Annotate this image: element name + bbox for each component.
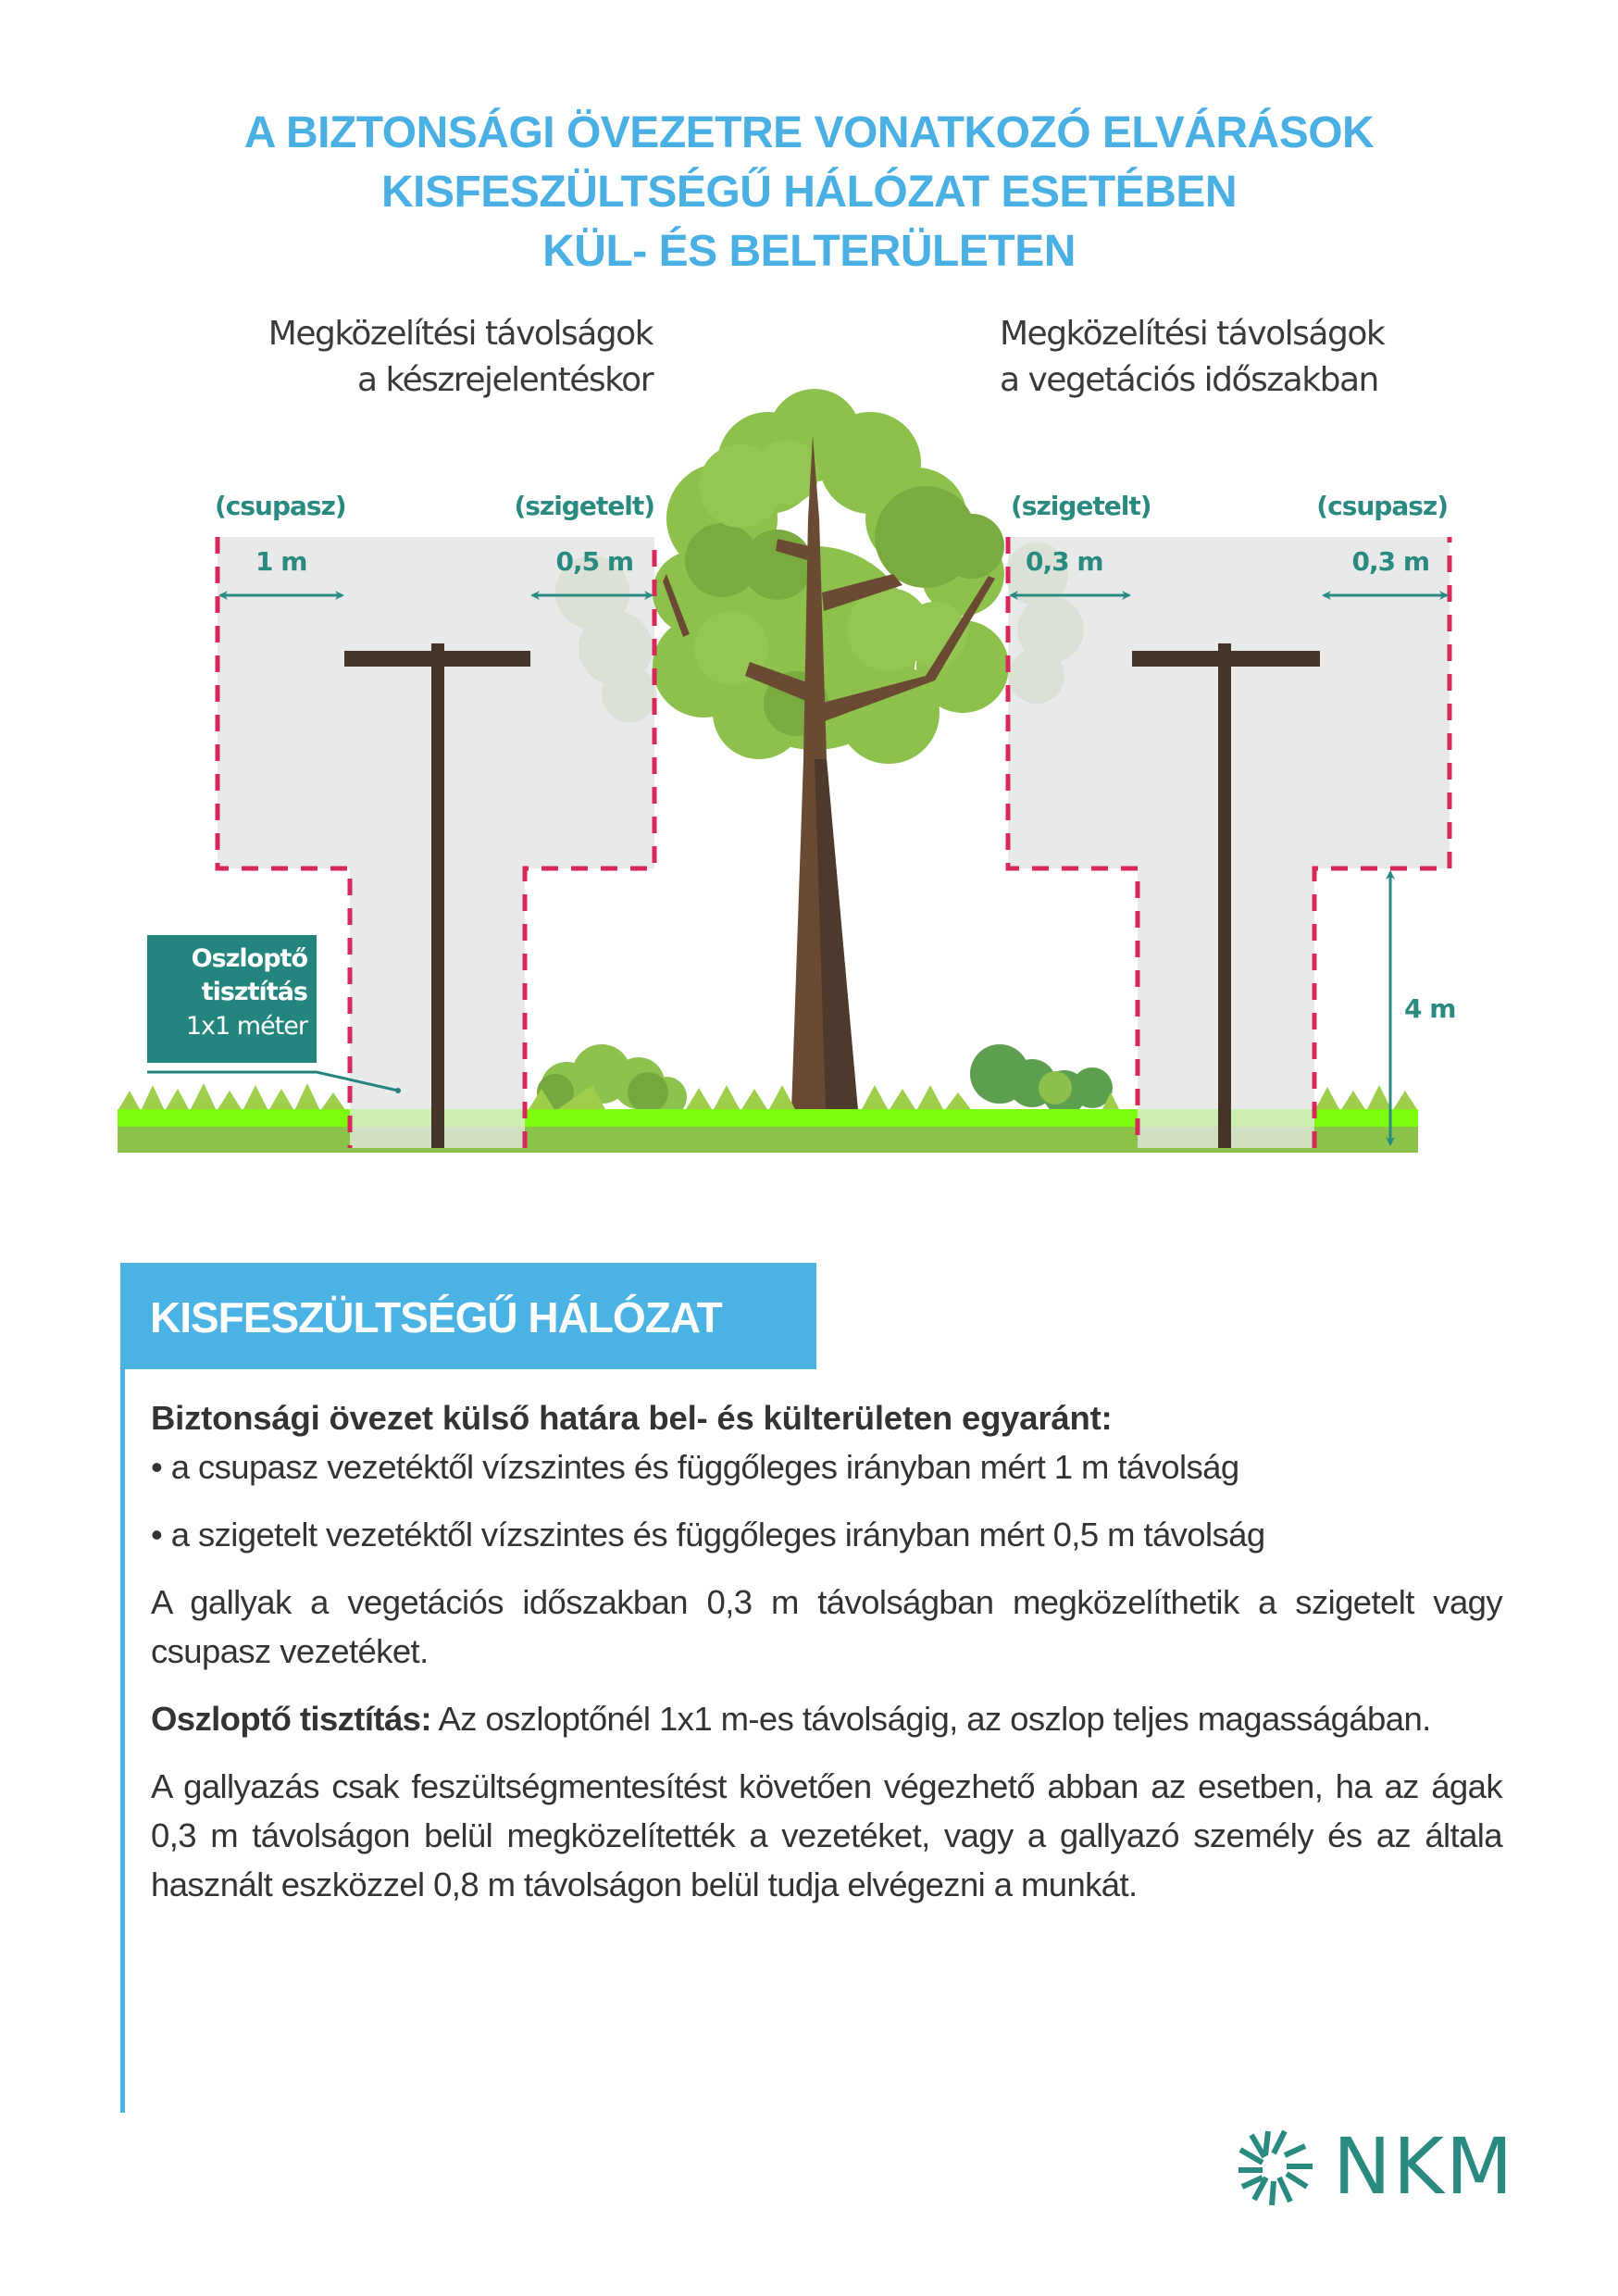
left-caption-line-1: Megközelítési távolságok — [268, 315, 653, 353]
sunburst-icon — [1231, 2120, 1324, 2213]
paragraph-pole-base-label: Oszloptő tisztítás: — [151, 1700, 431, 1738]
left-outer-label: (csupasz) — [215, 491, 346, 521]
callout-line-3: 1x1 méter — [185, 1012, 307, 1041]
callout-line-2: tisztítás — [201, 978, 307, 1006]
callout-leader-dot — [395, 1088, 401, 1093]
paragraph-pole-base — [151, 1694, 1502, 1743]
left-outer-distance: 1 m — [255, 546, 307, 577]
nkm-logo — [1231, 2120, 1515, 2213]
callout-line-1: Oszloptő — [191, 944, 307, 973]
height-label: 4 m — [1404, 993, 1456, 1024]
pole-base-callout — [147, 935, 317, 1063]
right-caption-line-1: Megközelítési távolságok — [1000, 315, 1385, 353]
right-caption-line-2: a vegetációs időszakban — [1000, 361, 1378, 399]
section-heading: KISFESZÜLTSÉGŰ HÁLÓZAT — [150, 1293, 722, 1341]
right-pole-mast — [1218, 643, 1231, 1148]
title-line-1: A BIZTONSÁGI ÖVEZETRE VONATKOZÓ ELVÁRÁSOK — [243, 108, 1375, 157]
left-caption-line-2: a készrejelentéskor — [356, 361, 653, 399]
left-inner-label: (szigetelt) — [514, 491, 654, 521]
left-inner-distance: 0,5 m — [555, 546, 633, 577]
paragraph-pruning: A gallyazás csak feszültségmentesítést követően végezhető abban az esetben, ha az ágak 0,3 m távolságon belül megközelítették a vezetéket, vagy a gallyazó személy és az általa használt eszközzel 0,8 m távolságon belül tudja elvégezni a munkát. — [151, 1767, 1502, 1903]
title-line-3: KÜL- ÉS BELTERÜLETEN — [542, 227, 1076, 276]
lead-text: Biztonsági övezet külső határa bel- és külterületen egyaránt: — [151, 1399, 1113, 1437]
left-pole-mast — [431, 643, 444, 1148]
tree-illustration — [653, 389, 1009, 1111]
right-outer-distance: 0,3 m — [1351, 546, 1429, 577]
section-heading-box — [120, 1263, 816, 1369]
section-accent-line — [120, 1369, 125, 2113]
bullet-item: • a csupasz vezetéktől vízszintes és függőleges irányban mért 1 m távolság — [151, 1448, 1239, 1486]
bullet-item: • a szigetelt vezetéktől vízszintes és függőleges irányban mért 0,5 m távolság — [151, 1516, 1265, 1554]
right-outer-label: (csupasz) — [1316, 491, 1448, 521]
bush-right-light — [1039, 1071, 1072, 1104]
title-line-2: KISFESZÜLTSÉGŰ HÁLÓZAT ESETÉBEN — [380, 168, 1238, 217]
logo-text: NKM — [1333, 2121, 1515, 2212]
right-inner-label: (szigetelt) — [1011, 491, 1151, 521]
paragraph-pole-base-text: Az oszloptőnél 1x1 m-es távolságig, az oszlop teljes magasságában. — [430, 1700, 1431, 1738]
paragraph-vegetation: A gallyak a vegetációs időszakban 0,3 m távolságban megközelíthetik a szigetelt vagy csupasz vezetéket. — [151, 1583, 1502, 1670]
section-body — [151, 1393, 1502, 1909]
right-inner-distance: 0,3 m — [1026, 546, 1103, 577]
